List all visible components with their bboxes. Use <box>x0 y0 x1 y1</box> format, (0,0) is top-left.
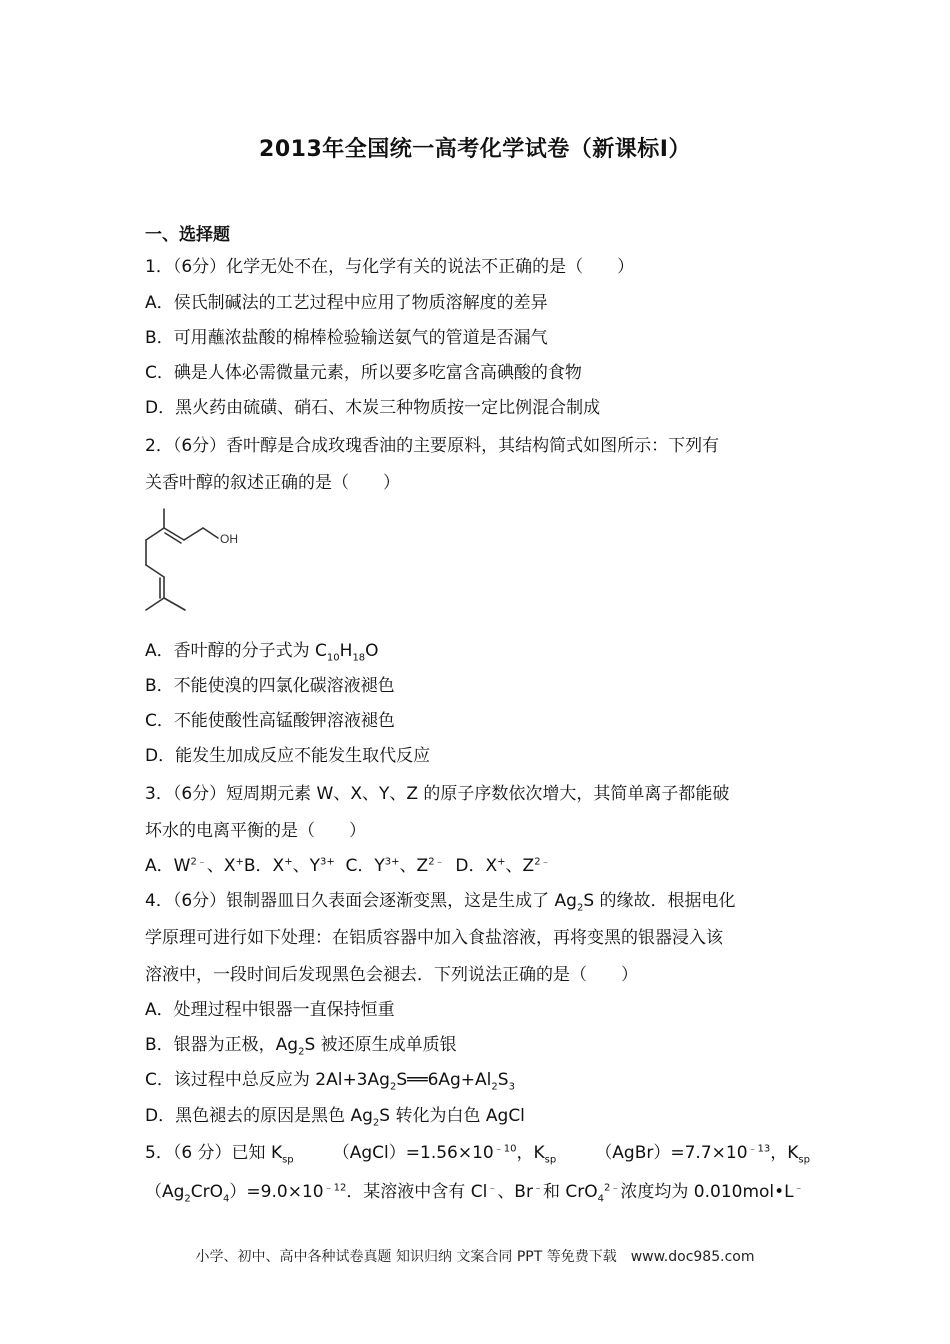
q2-stem-line2: 关香叶醇的叙述正确的是（ ） <box>145 473 400 493</box>
bond-to-oh <box>203 528 218 538</box>
geraniol-structure-diagram <box>140 505 250 620</box>
section-heading: 一、选择题 <box>145 225 230 245</box>
q5-part2: $(AgCl)=1.56\times 10^{﹣10}$，$K_{sp}$ <box>332 1143 557 1166</box>
page-footer: 小学、初中、高中各种试卷真题 知识归纳 文案合同 PPT 等免费下载 www.doc985.com <box>195 1249 755 1265</box>
hydroxyl-label: OH <box>220 532 238 546</box>
q2-stem-line1: 2．（6分）香叶醇是合成玫瑰香油的主要原料，其结构简式如图所示：下列有 <box>145 436 720 456</box>
q1-option-d: D．黑火药由硫磺、硝石、木炭三种物质按一定比例混合制成 <box>145 398 601 418</box>
page-title: 2013年全国统一高考化学试卷（新课标Ⅰ） <box>259 137 691 162</box>
q5-part1: 5．（6 分）已知 $K_{sp}$ <box>145 1143 294 1166</box>
q4-option-c: C．该过程中总反应为 $2Al+3Ag_2S══6Ag+Al_2S_3$ <box>145 1070 515 1093</box>
q4-stem-line1: 4．（6分）银制器皿日久表面会逐渐变黑，这是生成了 $Ag_2S$ 的缘故．根据电化 <box>145 891 736 914</box>
q1-option-c: C．碘是人体必需微量元素，所以要多吃富含高碘酸的食物 <box>145 363 582 383</box>
q3-stem-line1: 3．（6分）短周期元素 W、X、Y、Z 的原子序数依次增大，其简单离子都能破 <box>145 784 730 804</box>
q3-options: A．$W^{2﹣}$、X+B．X+、$Y^{3+}$ C．$Y^{3+}$、$Z^{2﹣}$ D．X+、$Z^{2﹣}$ <box>145 856 551 876</box>
bond-methyl-br <box>164 598 185 610</box>
bond-ch2 <box>184 528 203 540</box>
q2-option-d: D．能发生加成反应不能发生取代反应 <box>145 746 431 766</box>
q5-stem-line1 <box>145 1142 810 1164</box>
q2-option-a: A．香叶醇的分子式为 $C_{10}H_{18}O$ <box>145 641 379 664</box>
q4-option-d: D．黑色褪去的原因是黑色 $Ag_2S$ 转化为白色 AgCl <box>145 1106 525 1129</box>
q5-stem-line2: $(Ag_2CrO_4)=9.0\times 10^{﹣12}$．某溶液中含有 Cl﹣、Br﹣和 CrO$_4^{2﹣}$浓度均为 0.010mol•L﹣ <box>145 1182 804 1205</box>
q4-option-b: B．银器为正极，$Ag_2S$ 被还原生成单质银 <box>145 1035 457 1058</box>
q2-option-c: C．不能使酸性高锰酸钾溶液褪色 <box>145 711 395 731</box>
bond-double-inner <box>165 533 181 543</box>
q4-stem-line2: 学原理可进行如下处理：在铝质容器中加入食盐溶液，再将变黑的银器浸入该 <box>145 928 723 948</box>
bond-methyl-bl <box>146 598 164 610</box>
q2-option-b: B．不能使溴的四氯化碳溶液褪色 <box>145 676 395 696</box>
bond-chain-mid <box>146 565 164 577</box>
q4-stem-line3: 溶液中，一段时间后发现黑色会褪去．下列说法正确的是（ ） <box>145 965 638 985</box>
q4-option-a: A．处理过程中银器一直保持恒重 <box>145 1000 395 1020</box>
q3-stem-line2: 坏水的电离平衡的是（ ） <box>145 821 366 841</box>
q1-stem: 1．（6分）化学无处不在，与化学有关的说法不正确的是（ ） <box>145 257 635 277</box>
q1-option-b: B．可用蘸浓盐酸的棉棒检验输送氨气的管道是否漏气 <box>145 328 548 348</box>
q5-part3: $(AgBr)=7.7\times 10^{﹣13}$，$K_{sp}$ <box>595 1143 810 1166</box>
bond-ring-left <box>146 528 164 540</box>
q1-option-a: A．侯氏制碱法的工艺过程中应用了物质溶解度的差异 <box>145 293 548 313</box>
